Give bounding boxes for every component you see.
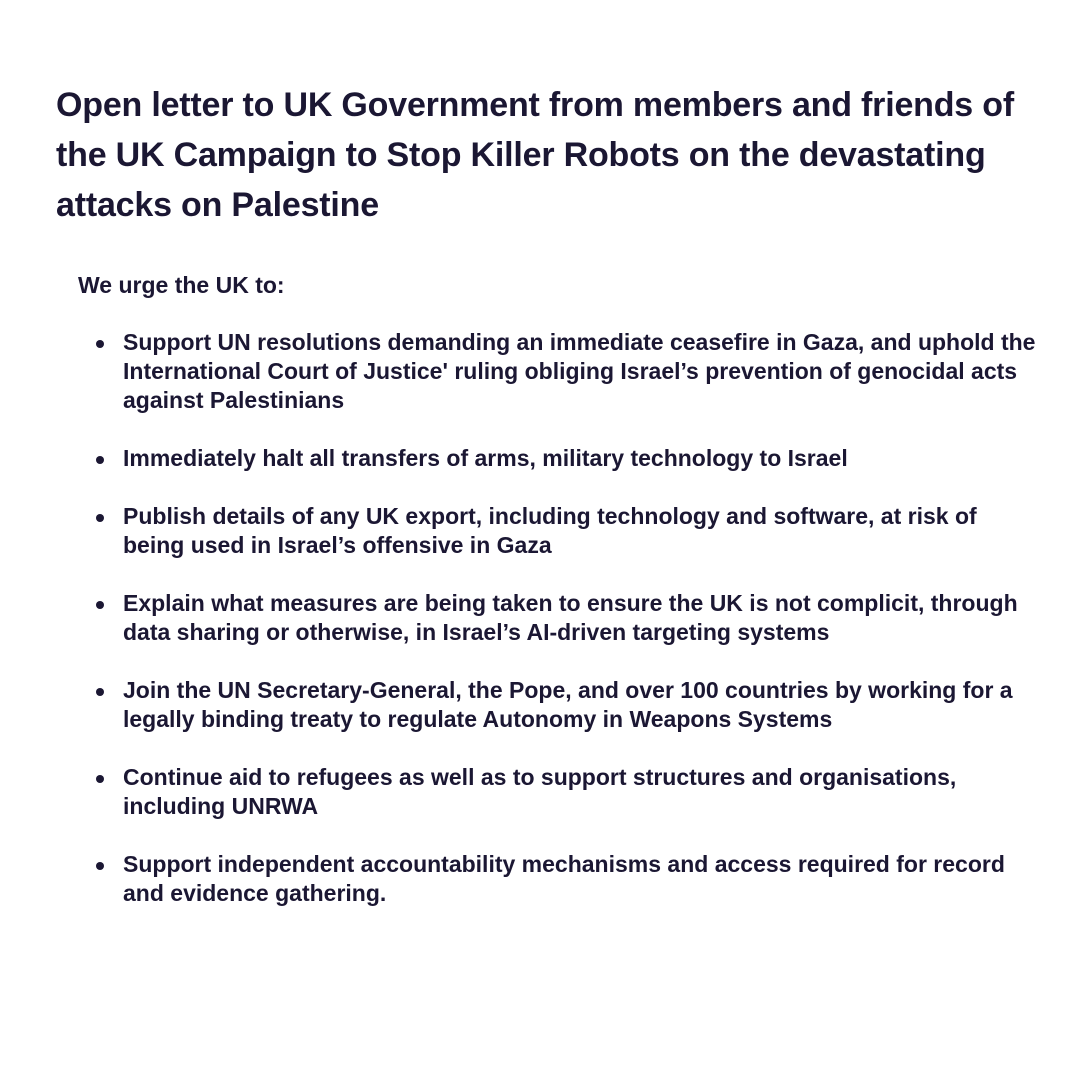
bullet-icon bbox=[96, 456, 104, 464]
demand-treaty bbox=[96, 676, 1036, 734]
demands-list bbox=[96, 328, 1036, 937]
demand-text: Publish details of any UK export, including technology and software, at risk of being used in Israel’s offensive in Gaza bbox=[123, 503, 977, 558]
demand-text: Explain what measures are being taken to ensure the UK is not complicit, through data sharing or otherwise, in Israel’s AI-driven targeting systems bbox=[123, 590, 1018, 645]
letter-intro: We urge the UK to: bbox=[78, 272, 285, 298]
demand-text: Continue aid to refugees as well as to support structures and organisations, including UNRWA bbox=[123, 764, 957, 819]
bullet-icon bbox=[96, 601, 104, 609]
bullet-icon bbox=[96, 514, 104, 522]
demand-ceasefire bbox=[96, 328, 1036, 415]
bullet-icon bbox=[96, 862, 104, 870]
demand-explain-measures bbox=[96, 589, 1036, 647]
bullet-icon bbox=[96, 688, 104, 696]
demand-continue-aid bbox=[96, 763, 1036, 821]
bullet-icon bbox=[96, 775, 104, 783]
demand-accountability bbox=[96, 850, 1036, 908]
demand-text: Immediately halt all transfers of arms, military technology to Israel bbox=[123, 445, 848, 471]
demand-publish-exports bbox=[96, 502, 1036, 560]
demand-text: Join the UN Secretary-General, the Pope, and over 100 countries by working for a legally binding treaty to regulate Autonomy in Weapons Systems bbox=[123, 677, 1013, 732]
bullet-icon bbox=[96, 340, 104, 348]
demand-halt-arms bbox=[96, 444, 1036, 473]
demand-text: Support UN resolutions demanding an immediate ceasefire in Gaza, and uphold the International Court of Justice' ruling obliging Israel’s prevention of genocidal acts against Palestinians bbox=[123, 329, 1036, 413]
demand-text: Support independent accountability mechanisms and access required for record and evidence gathering. bbox=[123, 851, 1005, 906]
letter-title: Open letter to UK Government from members and friends of the UK Campaign to Stop Killer Robots on the devastating attacks on Palestine bbox=[56, 86, 1014, 224]
